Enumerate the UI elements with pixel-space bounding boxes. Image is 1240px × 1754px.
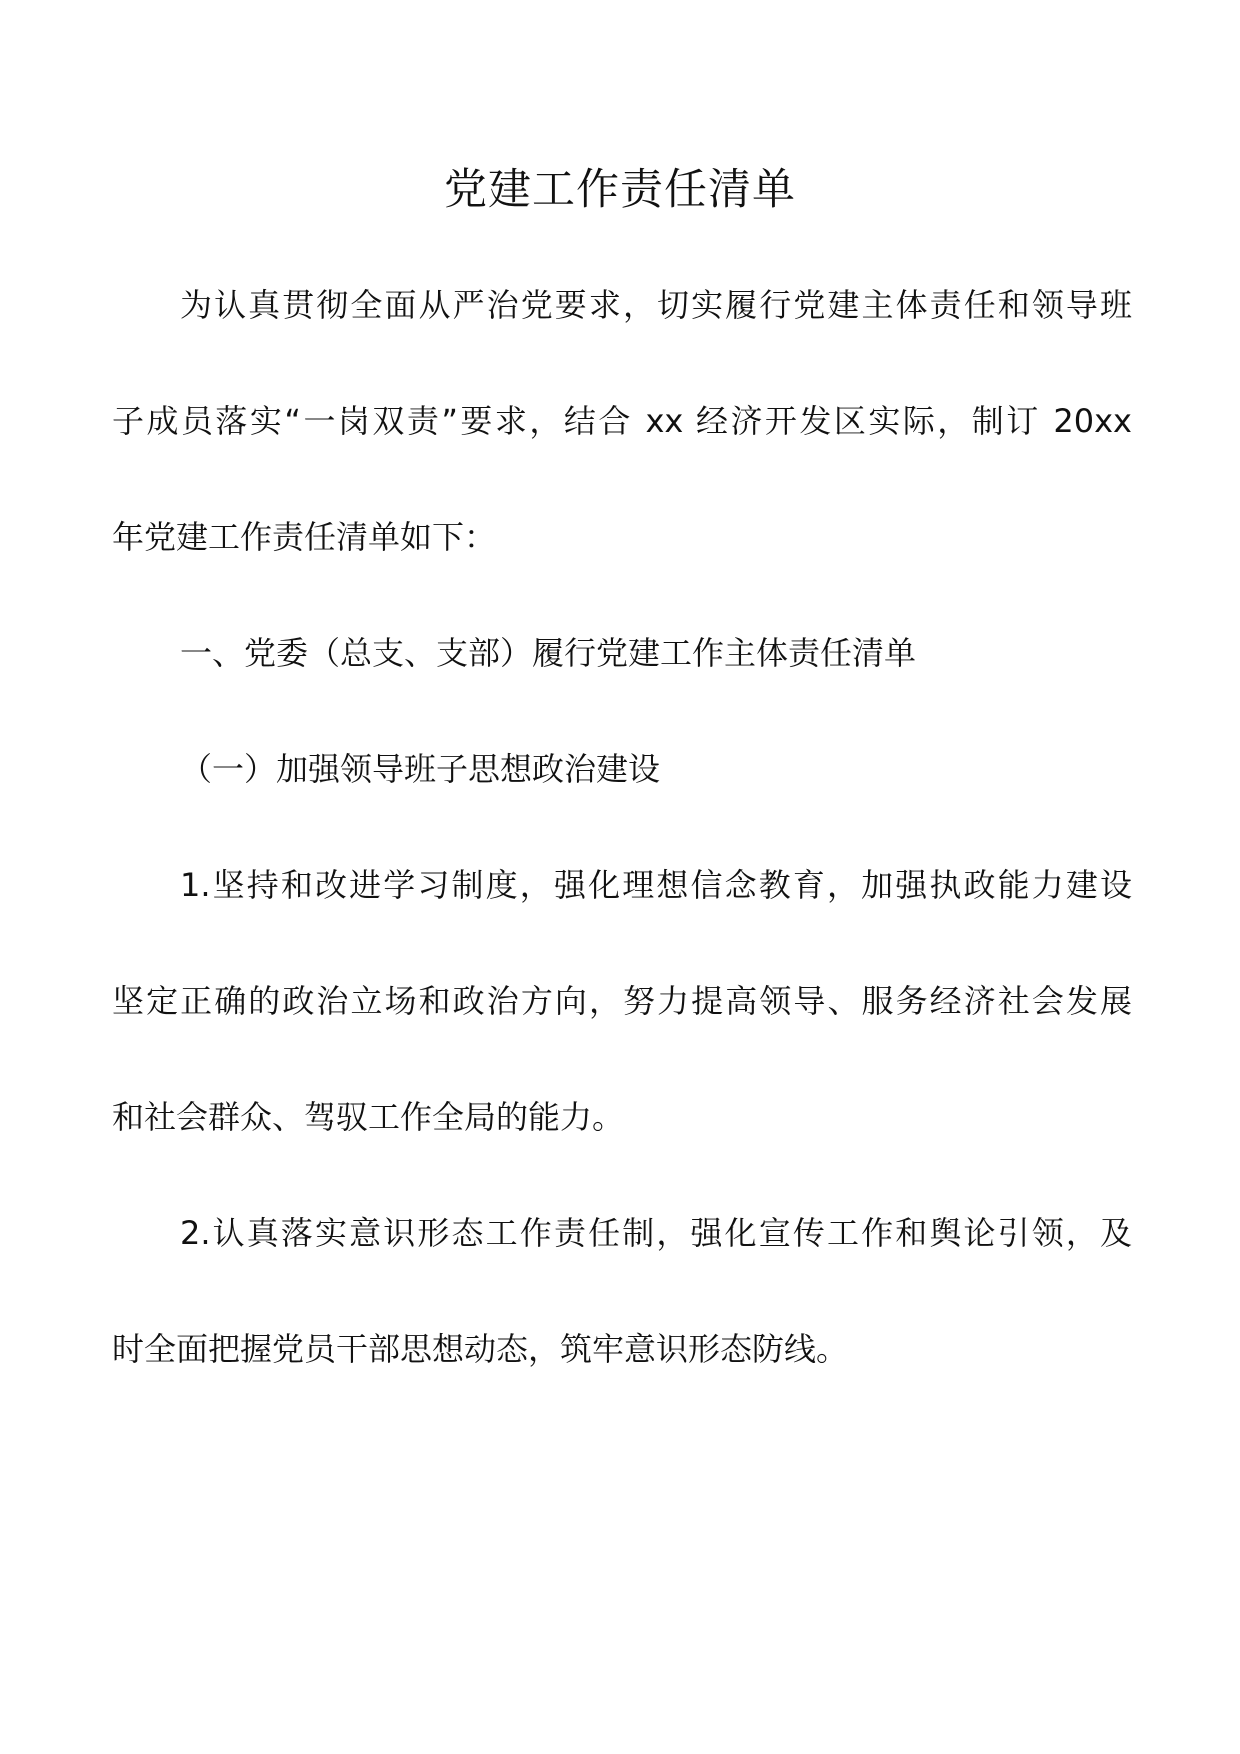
list-item-line: 时全面把握党员干部思想动态，筑牢意识形态防线。 [112,1330,849,1368]
list-item-line: 坚定正确的政治立场和政治方向，努力提高领导、服务经济社会发展 [112,982,1132,1020]
list-item-line: 2.认真落实意识形态工作责任制，强化宣传工作和舆论引领，及 [180,1214,1132,1252]
section-heading: 一、党委（总支、支部）履行党建工作主体责任清单 [180,634,917,672]
document-title: 党建工作责任清单 [444,165,796,215]
subsection-heading: （一）加强领导班子思想政治建设 [180,750,661,788]
list-item-line: 1.坚持和改进学习制度，强化理想信念教育，加强执政能力建设 [180,866,1132,904]
list-item-line: 和社会群众、驾驭工作全局的能力。 [112,1098,625,1136]
paragraph-line: 年党建工作责任清单如下： [112,518,497,556]
paragraph-line: 为认真贯彻全面从严治党要求，切实履行党建主体责任和领导班 [180,286,1132,324]
paragraph-line: 子成员落实“一岗双责”要求，结合 xx 经济开发区实际，制订 20xx [112,402,1132,440]
